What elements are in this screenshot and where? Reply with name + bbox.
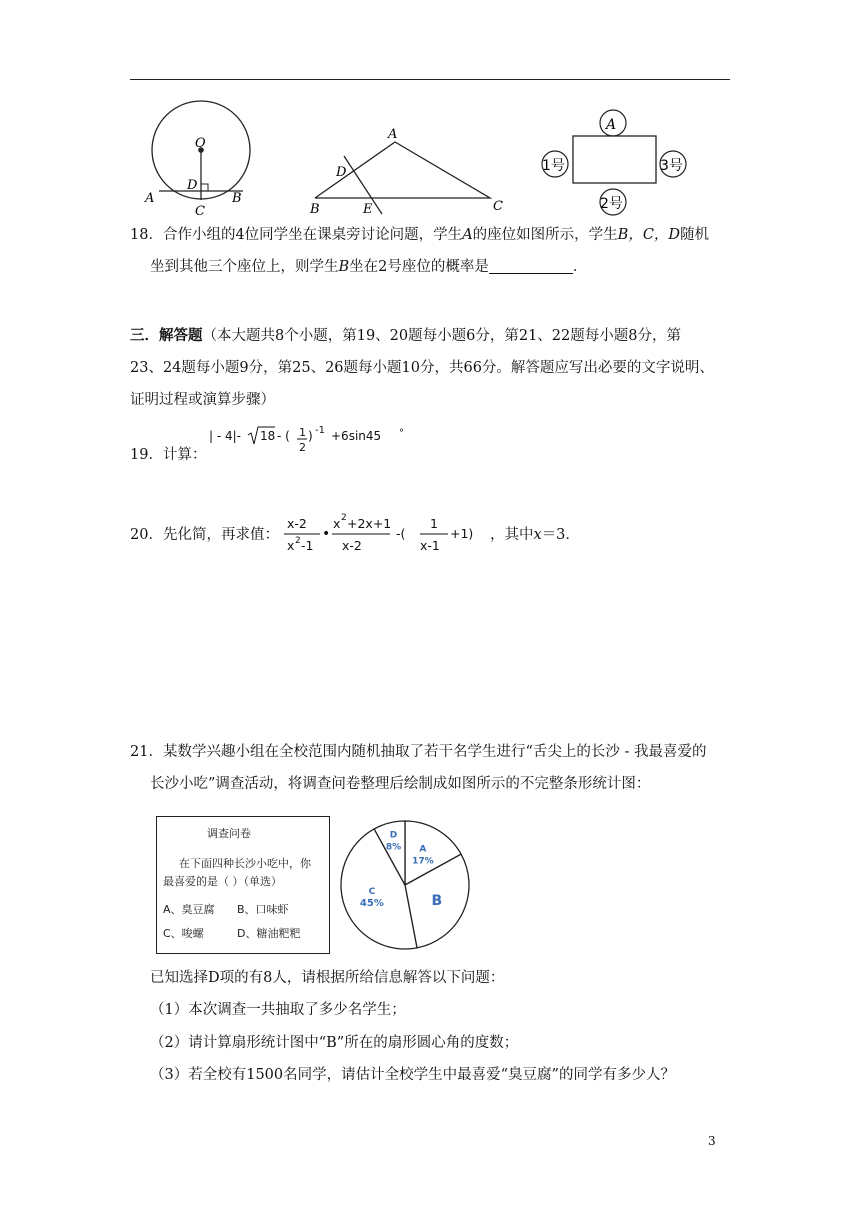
svg-text:-1: -1: [301, 538, 314, 553]
pie-label-c: C: [368, 886, 376, 897]
svg-text:- (: - (: [277, 429, 290, 443]
answer-blank[interactable]: [489, 258, 573, 274]
label-a: A: [145, 191, 155, 206]
questionnaire-line1: 在下面四种长沙小吃中，你: [179, 857, 311, 870]
q21-known: 已知选择D项的有8人，请根据所给信息解答以下问题：: [150, 970, 505, 986]
q21-sub1: （1）本次调查一共抽取了多少名学生；: [150, 1002, 406, 1018]
svg-text:+2x+1: +2x+1: [347, 516, 392, 531]
triangle-figure: [300, 120, 515, 220]
svg-text:-1: -1: [315, 425, 325, 436]
q18-line2: 坐到其他三个座位上，则学生B坐在2号座位的概率是 ．: [150, 259, 588, 275]
svg-text:18: 18: [260, 429, 276, 443]
pie-chart: [338, 818, 472, 952]
svg-text:2: 2: [295, 536, 301, 546]
section3-line1: 三．解答题（本大题共8个小题，第19、20题每小题6分，第21、22题每小题8分，第: [130, 327, 681, 344]
seat-1-label: 1号: [542, 158, 565, 174]
label-d: D: [336, 165, 347, 180]
svg-text:): ): [308, 429, 313, 443]
q21-sub3: （3）若全校有1500名同学，请估计全校学生中最喜爱“臭豆腐”的同学有多少人？: [150, 1067, 675, 1083]
page-number: 3: [708, 1134, 716, 1148]
svg-text:1: 1: [299, 426, 306, 439]
circle-figure: [140, 95, 265, 225]
label-a: A: [388, 127, 398, 142]
svg-text:-(: -(: [396, 526, 406, 541]
q20-label: 20．先化简，再求值：: [130, 527, 279, 543]
svg-text:+6sin45: +6sin45: [331, 429, 382, 443]
label-b: B: [310, 202, 320, 217]
section3-line2: 23、24题每小题9分，第25、26题每小题10分，共66分。解答题应写出必要的文字说明、: [130, 360, 714, 376]
svg-text:•: •: [322, 526, 331, 542]
pie-value-d: 8%: [385, 842, 402, 853]
q20-expression: [280, 508, 495, 558]
seat-figure: [535, 108, 695, 218]
label-o: O: [195, 136, 206, 151]
q21-sub2: （2）请计算扇形统计图中“B”所在的扇形圆心角的度数；: [150, 1035, 519, 1051]
q19-expression: [205, 424, 425, 458]
label-c: C: [493, 199, 503, 214]
section3-title: 三．解答题: [130, 327, 203, 344]
option-d: D、糖油粑粑: [237, 927, 301, 940]
svg-text:x-2: x-2: [287, 516, 307, 531]
section3-line3: 证明过程或演算步骤）: [130, 392, 275, 408]
questionnaire-title: 调查问卷: [207, 827, 251, 840]
label-c: C: [195, 204, 205, 219]
q21-line2: 长沙小吃”调查活动，将调查问卷整理后绘制成如图所示的不完整条形统计图：: [150, 776, 651, 792]
q21-line1: 21．某数学兴趣小组在全校范围内随机抽取了若干名学生进行“舌尖上的长沙 - 我最喜爱的: [130, 744, 707, 760]
questionnaire-line2: 最喜爱的是（ ）（单选）: [163, 875, 282, 888]
svg-text:x: x: [287, 538, 295, 553]
svg-text:+1): +1): [450, 526, 474, 541]
pie-value-c: 45%: [359, 897, 384, 909]
questionnaire-box: [156, 816, 330, 954]
svg-text:x-1: x-1: [420, 538, 440, 553]
pie-label-d: D: [389, 830, 398, 841]
option-b: B、口味虾: [237, 903, 289, 916]
pie-value-a: 17%: [412, 856, 434, 867]
seat-2-label: 2号: [600, 196, 623, 212]
svg-text:1: 1: [430, 516, 438, 531]
seat-a-label: A: [606, 117, 617, 133]
label-e: E: [363, 202, 373, 217]
right-angle-mark: [201, 184, 208, 191]
pie-label-a: A: [419, 844, 427, 855]
option-a: A、臭豆腐: [163, 903, 215, 916]
svg-text:| - 4|-: | - 4|-: [209, 429, 242, 443]
q18-line1: 18．合作小组的4位同学坐在课桌旁讨论问题，学生A的座位如图所示，学生B，C，D随机: [130, 227, 710, 243]
option-c: C、唆螺: [163, 927, 204, 940]
q20-tail: ，其中x＝3．: [490, 527, 580, 543]
table: [573, 136, 656, 183]
label-d: D: [187, 178, 198, 193]
pie-label-b: B: [431, 892, 443, 909]
header-rule: [130, 79, 730, 80]
svg-text:2: 2: [299, 441, 306, 454]
svg-text:°: °: [399, 428, 404, 439]
svg-text:2: 2: [341, 513, 347, 523]
svg-text:x-2: x-2: [342, 538, 362, 553]
label-b: B: [232, 191, 242, 206]
svg-text:x: x: [333, 516, 341, 531]
seat-3-label: 3号: [660, 158, 683, 174]
q19-label: 19．计算：: [130, 447, 207, 463]
